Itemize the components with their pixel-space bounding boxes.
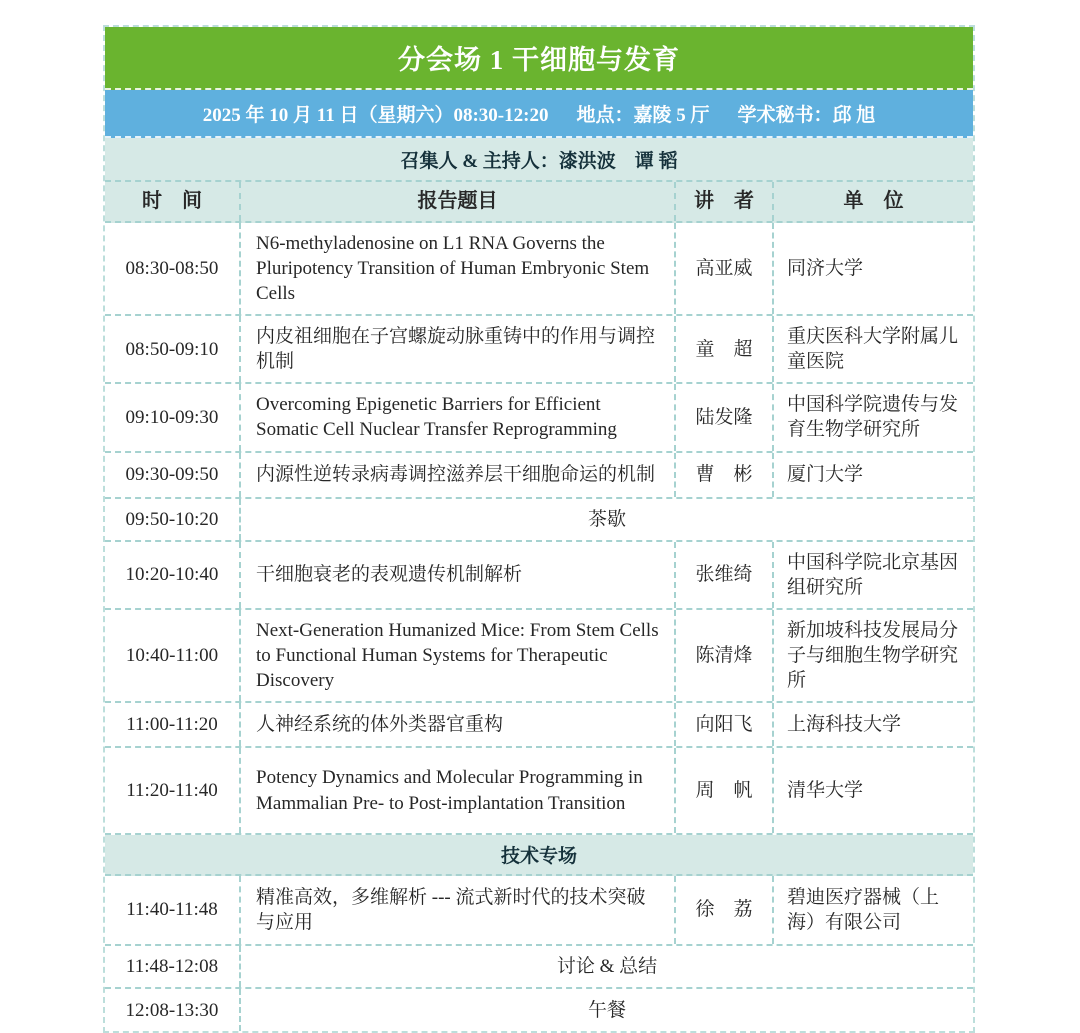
affiliation-cell: 中国科学院北京基因组研究所 <box>787 551 959 598</box>
speaker-cell: 高亚威 <box>676 223 774 314</box>
time-cell: 08:50-09:10 <box>105 316 241 382</box>
table-row <box>105 876 973 946</box>
conveners-text: 召集人 & 主持人：漆洪波 谭 韬 <box>400 150 678 172</box>
table-row-break <box>105 946 973 989</box>
title-cell: N6-methyladenosine on L1 RNA Governs the Pluripotency Transition of Human Embryonic Stem Cells <box>241 223 676 314</box>
speaker-cell: 陆发隆 <box>676 384 774 450</box>
time-cell: 09:30-09:50 <box>105 453 241 497</box>
table-row <box>105 384 973 452</box>
session-venue: 地点：嘉陵 5 厅 <box>576 104 710 126</box>
speaker-cell: 张维绮 <box>676 542 774 608</box>
session-schedule-card <box>103 25 975 1033</box>
table-row <box>105 453 973 499</box>
break-label: 讨论 & 总结 <box>556 956 658 978</box>
table-row <box>105 748 973 835</box>
session-secretary: 学术秘书：邱 旭 <box>737 104 876 126</box>
conveners-band <box>105 138 973 182</box>
break-label: 午餐 <box>587 999 626 1021</box>
table-row <box>105 316 973 384</box>
speaker-cell: 陈清烽 <box>676 610 774 701</box>
time-cell: 12:08-13:30 <box>105 989 241 1031</box>
affiliation-cell: 重庆医科大学附属儿童医院 <box>787 326 959 373</box>
session-title: 分会场 1 干细胞与发育 <box>398 45 680 75</box>
column-header-speaker: 讲 者 <box>676 182 774 221</box>
speaker-cell: 童 超 <box>676 316 774 382</box>
title-cell: 干细胞衰老的表观遗传机制解析 <box>241 542 676 608</box>
table-header-row <box>105 182 973 223</box>
title-cell: Next-Generation Humanized Mice: From Stem Cells to Functional Human Systems for Therapeutic Discovery <box>241 610 676 701</box>
table-row <box>105 610 973 703</box>
time-cell: 11:48-12:08 <box>105 946 241 987</box>
table-row <box>105 703 973 748</box>
break-label: 茶歇 <box>587 508 626 530</box>
time-cell: 09:50-10:20 <box>105 499 241 540</box>
table-row-break <box>105 989 973 1031</box>
column-header-affiliation: 单 位 <box>843 190 904 213</box>
time-cell: 11:40-11:48 <box>105 876 241 944</box>
affiliation-cell: 同济大学 <box>787 258 864 280</box>
session-info-band <box>105 90 973 138</box>
session-title-band <box>105 27 973 90</box>
table-row <box>105 542 973 610</box>
session-datetime: 2025 年 10 月 11 日（星期六）08:30-12:20 <box>202 104 549 126</box>
tech-session-band: 技术专场 <box>105 835 973 876</box>
time-cell: 10:20-10:40 <box>105 542 241 608</box>
affiliation-cell: 上海科技大学 <box>787 713 902 735</box>
title-cell: 内源性逆转录病毒调控滋养层干细胞命运的机制 <box>241 453 676 497</box>
title-cell: 精准高效，多维解析 --- 流式新时代的技术突破与应用 <box>241 876 676 944</box>
time-cell: 08:30-08:50 <box>105 223 241 314</box>
speaker-cell: 周 帆 <box>676 748 774 833</box>
column-header-time: 时 间 <box>105 182 241 221</box>
title-cell: 人神经系统的体外类器官重构 <box>241 703 676 746</box>
speaker-cell: 徐 荔 <box>676 876 774 944</box>
title-cell: 内皮祖细胞在子宫螺旋动脉重铸中的作用与调控机制 <box>241 316 676 382</box>
table-row-break <box>105 499 973 542</box>
speaker-cell: 曹 彬 <box>676 453 774 497</box>
time-cell: 11:00-11:20 <box>105 703 241 746</box>
affiliation-cell: 新加坡科技发展局分子与细胞生物学研究所 <box>787 619 959 691</box>
title-cell: Potency Dynamics and Molecular Programming in Mammalian Pre- to Post-implantation Transition <box>241 748 676 833</box>
time-cell: 09:10-09:30 <box>105 384 241 450</box>
time-cell: 10:40-11:00 <box>105 610 241 701</box>
affiliation-cell: 清华大学 <box>787 779 864 801</box>
affiliation-cell: 碧迪医疗器械（上海）有限公司 <box>787 886 940 934</box>
time-cell: 11:20-11:40 <box>105 748 241 833</box>
title-cell: Overcoming Epigenetic Barriers for Efficient Somatic Cell Nuclear Transfer Reprogramming <box>241 384 676 450</box>
column-header-title: 报告题目 <box>241 182 676 221</box>
table-row <box>105 223 973 316</box>
affiliation-cell: 厦门大学 <box>787 464 864 485</box>
speaker-cell: 向阳飞 <box>676 703 774 746</box>
affiliation-cell: 中国科学院遗传与发育生物学研究所 <box>787 394 959 441</box>
